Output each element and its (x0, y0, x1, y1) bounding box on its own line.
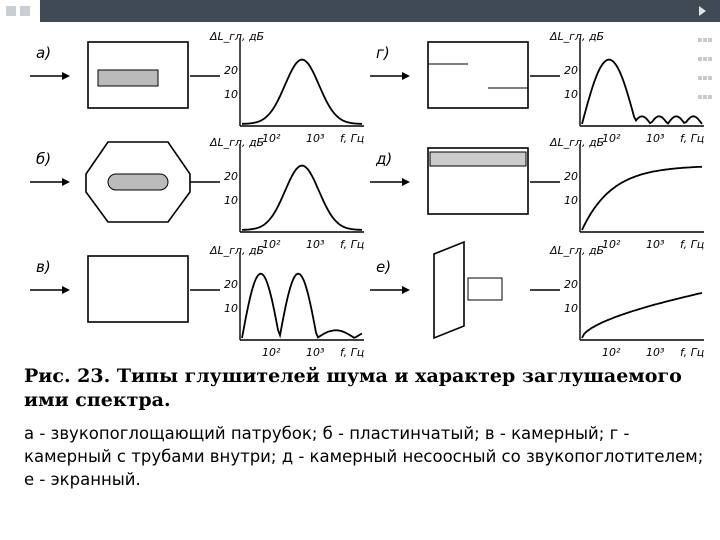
y-tick-label: 10 (224, 88, 238, 101)
x-axis-label: f, Гц (680, 238, 705, 251)
x-tick-label: 10² (602, 346, 621, 359)
attenuation-curve (242, 166, 362, 230)
x-axis-label: f, Гц (340, 238, 365, 251)
figure-caption (24, 364, 704, 491)
arrow-head-icon (62, 178, 70, 186)
caption-title: Рис. 23. Типы глушителей шума и характер заглушаемого ими спектра. (24, 365, 682, 411)
x-axis-label: f, Гц (680, 132, 705, 145)
panel-label: в) (36, 258, 51, 276)
arrow-head-icon (402, 178, 410, 186)
x-axis-label: f, Гц (340, 132, 365, 145)
decor-dot-grid (698, 28, 714, 104)
absorber-lining (430, 152, 526, 166)
title-band (40, 0, 720, 22)
absorber-plate (108, 174, 168, 190)
slide-arrow-icon (699, 6, 706, 16)
y-axis-label: ΔL_гл, дБ (550, 136, 605, 149)
arrow-head-icon (62, 72, 70, 80)
x-axis-label: f, Гц (680, 346, 705, 359)
decor-square-2 (20, 6, 30, 16)
attenuation-curve (582, 293, 702, 338)
y-axis-label: ΔL_гл, дБ (210, 136, 265, 149)
y-axis-label: ΔL_гл, дБ (210, 244, 265, 257)
x-tick-label: 10² (602, 238, 621, 251)
x-tick-label: 10³ (646, 346, 665, 359)
panel-label: д) (376, 150, 393, 168)
x-tick-label: 10² (602, 132, 621, 145)
y-tick-label: 10 (564, 194, 578, 207)
x-tick-label: 10³ (306, 238, 325, 251)
arrow-head-icon (402, 72, 410, 80)
absorber-lining (98, 70, 158, 86)
attenuation-curve (582, 60, 702, 124)
y-tick-label: 10 (564, 88, 578, 101)
y-tick-label: 10 (224, 194, 238, 207)
x-tick-label: 10³ (306, 346, 325, 359)
slide-top-bar (0, 0, 720, 22)
muffler-body (88, 256, 188, 322)
attenuation-curve (582, 167, 702, 230)
x-tick-label: 10³ (646, 238, 665, 251)
x-tick-label: 10³ (646, 132, 665, 145)
x-tick-label: 10² (262, 346, 281, 359)
duct-outlet (468, 278, 502, 300)
y-axis-label: ΔL_гл, дБ (210, 30, 265, 43)
panel-label: а) (36, 44, 52, 62)
panel-label: е) (376, 258, 392, 276)
attenuation-curve (242, 274, 362, 338)
caption-body: а - звукопоглощающий патрубок; б - пластинчатый; в - камерный; г - камерный с трубами внутри; д - камерный несоосный со звукопоглотителем; е - экранный. (24, 424, 704, 489)
x-tick-label: 10³ (306, 132, 325, 145)
screen-panel (434, 242, 464, 338)
x-tick-label: 10² (262, 238, 281, 251)
muffler-body (428, 42, 528, 108)
y-tick-label: 20 (564, 64, 578, 77)
attenuation-curve (242, 60, 362, 124)
y-axis-label: ΔL_гл, дБ (550, 244, 605, 257)
y-tick-label: 20 (564, 278, 578, 291)
y-axis-label: ΔL_гл, дБ (550, 30, 605, 43)
muffler-figure (28, 24, 705, 362)
panel-label: г) (376, 44, 390, 62)
y-tick-label: 20 (224, 170, 238, 183)
arrow-head-icon (62, 286, 70, 294)
decor-square-1 (6, 6, 16, 16)
x-axis-label: f, Гц (340, 346, 365, 359)
y-tick-label: 20 (564, 170, 578, 183)
panel-label: б) (36, 150, 52, 168)
arrow-head-icon (402, 286, 410, 294)
y-tick-label: 20 (224, 64, 238, 77)
y-tick-label: 20 (224, 278, 238, 291)
x-tick-label: 10² (262, 132, 281, 145)
y-tick-label: 10 (564, 302, 578, 315)
y-tick-label: 10 (224, 302, 238, 315)
